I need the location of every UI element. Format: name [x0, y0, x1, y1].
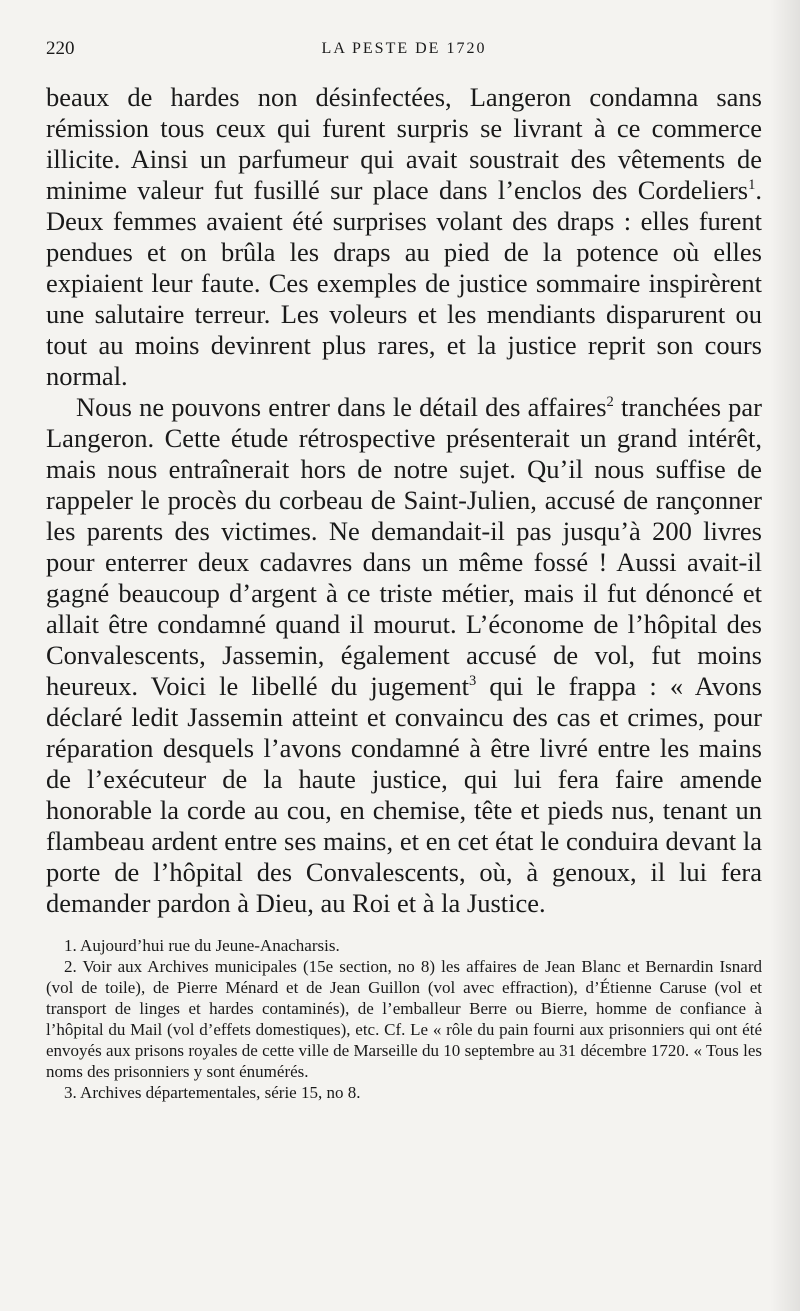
paragraph-2-text-b: tranchées par Langeron. Cette étude rétrospective présenterait un grand intérêt, mais nous entraînerait hors de notre sujet. Qu’il nous suffise de rappeler le procès du corbeau de Saint-Julien, accusé de rançonner les parents des victimes. Ne demandait-il pas jusqu’à 200 livres pour enterrer deux cadavres dans un même fossé ! Aussi avait-il gagné beaucoup d’argent à ce triste métier, mais il fut dénoncé et allait être condamné quand il mourut. L’économe de l’hôpital des Convalescents, Jassemin, également accusé de vol, fut moins heureux. Voici le libellé du jugement [46, 392, 762, 701]
paragraph-1-continuation: . Deux femmes avaient été surprises volant des draps : elles furent pendues et on brûla les draps au pied de la potence où elles expiaient leur faute. Ces exemples de justice sommaire inspirèrent une salutaire terreur. Les voleurs et les mendiants disparurent ou tout au moins devinrent plus rares, et la justice reprit son cours normal. [46, 175, 762, 391]
paragraph-2-text-a: Nous ne pouvons entrer dans le détail des affaires [76, 392, 607, 422]
footnote-ref-2: 2 [606, 394, 614, 411]
paragraph-1-text: beaux de hardes non désinfectées, Langeron condamna sans rémission tous ceux qui furent surpris se livrant à ce commerce illicite. Ainsi un parfumeur qui avait soustrait des vêtements de minime valeur fut fusillé sur place dans l’enclos des Cordeliers [46, 82, 762, 205]
footnote-2: 2. Voir aux Archives municipales (15e section, no 8) les affaires de Jean Blanc et Bernardin Isnard (vol de toile), de Pierre Ménard et de Jean Guillon (vol avec effraction), d’Étienne Caruse (vol et transport de linges et hardes contaminés), de l’emballeur Berre ou Bierre, homme de confiance à l’hôpital du Mail (vol d’effets domestiques), etc. Cf. Le « rôle du pain fourni aux prisonniers qui ont été envoyés aux prisons royales de cette ville de Marseille du 10 septembre au 31 décembre 1720. « Tous les noms des prisonniers y sont énumérés. [46, 957, 762, 1081]
footnote-ref-1: 1 [748, 177, 756, 194]
footnotes [46, 935, 762, 1103]
page-edge-shadow [770, 0, 800, 1311]
page-number: 220 [46, 38, 75, 59]
page-header [46, 38, 762, 68]
paragraph-2-text-c: qui le frappa : « Avons déclaré ledit Jassemin atteint et convaincu des cas et crimes, pour réparation desquels l’avons condamné à être livré entre les mains de l’exécuteur de la haute justice, qui lui fera faire amende honorable la corde au cou, en chemise, tête et pieds nus, tenant un flambeau ardent entre ses mains, et en cet état le conduira devant la porte de l’hôpital des Convalescents, où, à genoux, il lui fera demander pardon à Dieu, au Roi et à la Justice. [46, 671, 762, 918]
footnote-ref-3: 3 [468, 673, 477, 690]
paragraph-2 [46, 392, 762, 919]
body-text [46, 82, 762, 919]
footnote-3: 3. Archives départementales, série 15, no 8. [64, 1083, 361, 1102]
paragraph-1 [46, 82, 762, 392]
running-title: LA PESTE DE 1720 [321, 40, 487, 57]
book-page [46, 38, 762, 1103]
footnote-1: 1. Aujourd’hui rue du Jeune-Anacharsis. [64, 936, 340, 955]
